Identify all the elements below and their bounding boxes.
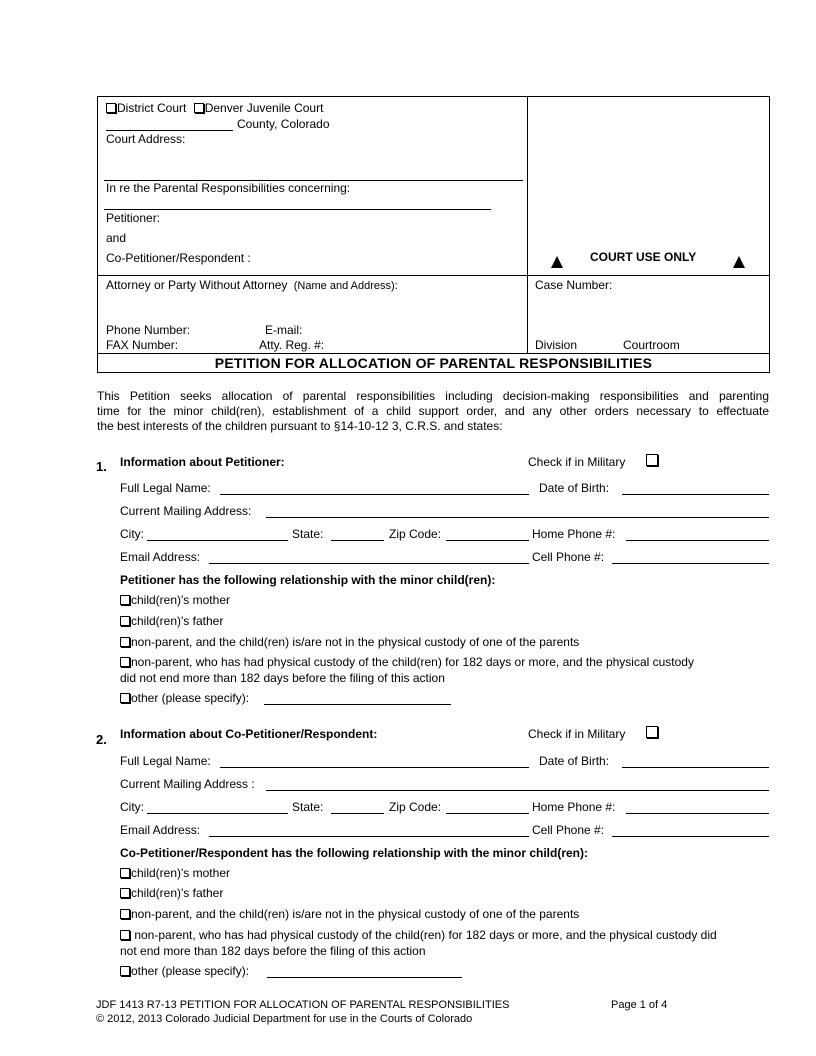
s2-zip-field[interactable] xyxy=(446,813,529,814)
co-petitioner-label: Co-Petitioner/Respondent : xyxy=(106,251,251,265)
case-number-label: Case Number: xyxy=(535,278,613,292)
s1-email-label: Email Address: xyxy=(120,550,201,564)
county-blank[interactable] xyxy=(106,130,233,131)
section1-heading: Information about Petitioner: xyxy=(120,455,285,469)
s2-mother-label: child(ren)'s mother xyxy=(131,866,230,880)
s2-nonparent2-continued: not end more than 182 days before the filing of this action xyxy=(120,944,426,958)
s1-state-field[interactable] xyxy=(331,540,384,541)
s2-nonparent2-label: non-parent, who has had physical custody of the child(ren) for 182 days or more, and the physical custody did xyxy=(131,928,717,942)
s1-other-checkbox[interactable] xyxy=(120,693,130,703)
s2-full-name-field[interactable] xyxy=(220,767,529,768)
s1-full-name-label: Full Legal Name: xyxy=(120,481,211,495)
s1-option-nonparent-2[interactable] xyxy=(120,655,694,669)
s1-cell-phone-label: Cell Phone #: xyxy=(532,550,605,564)
s2-option-nonparent-1[interactable] xyxy=(120,907,579,921)
s1-relationship-heading: Petitioner has the following relationship with the minor child(ren): xyxy=(120,573,496,587)
s2-zip-label: Zip Code: xyxy=(389,800,442,814)
atty-reg-label: Atty. Reg. #: xyxy=(259,338,325,352)
s1-email-field[interactable] xyxy=(209,563,529,564)
s2-father-checkbox[interactable] xyxy=(120,888,130,898)
and-label: and xyxy=(106,231,127,245)
s2-full-name-label: Full Legal Name: xyxy=(120,754,211,768)
district-court-label: District Court xyxy=(117,101,187,115)
fax-label: FAX Number: xyxy=(106,338,179,352)
s1-mailing-label: Current Mailing Address: xyxy=(120,504,252,518)
s1-other-label: other (please specify): xyxy=(131,691,250,705)
s1-full-name-field[interactable] xyxy=(220,494,529,495)
court-use-only-label: COURT USE ONLY xyxy=(590,250,697,264)
s1-mother-label: child(ren)'s mother xyxy=(131,593,230,607)
intro-line-2: time for the minor child(ren), establishment of a child support order, and any other orders necessary to effectuate xyxy=(97,404,769,418)
s2-relationship-heading: Co-Petitioner/Respondent has the following relationship with the minor child(ren): xyxy=(120,846,589,860)
attorney-row xyxy=(106,278,398,292)
s1-mother-checkbox[interactable] xyxy=(120,595,130,605)
document-title: PETITION FOR ALLOCATION OF PARENTAL RESPONSIBILITIES xyxy=(214,355,653,371)
triangle-left-icon xyxy=(551,256,563,268)
s2-cell-phone-label: Cell Phone #: xyxy=(532,823,605,837)
s1-option-father[interactable] xyxy=(120,614,223,628)
section1-military-checkbox[interactable] xyxy=(646,454,658,466)
s2-email-field[interactable] xyxy=(209,836,529,837)
s2-nonparent1-checkbox[interactable] xyxy=(120,909,130,919)
s1-nonparent2-continued: did not end more than 182 days before the filing of this action xyxy=(120,671,445,685)
s1-zip-field[interactable] xyxy=(446,540,529,541)
s1-state-label: State: xyxy=(292,527,324,541)
caption-divider-row2 xyxy=(97,353,770,354)
s1-other-field[interactable] xyxy=(264,704,451,705)
s1-father-checkbox[interactable] xyxy=(120,616,130,626)
section2-heading: Information about Co-Petitioner/Respondent: xyxy=(120,727,378,741)
intro-line-3: the best interests of the children pursuant to §14-10-12 3, C.R.S. and states: xyxy=(97,419,503,433)
footer-form-id: JDF 1413 R7-13 PETITION FOR ALLOCATION OF PARENTAL RESPONSIBILITIES xyxy=(96,999,510,1011)
s2-mailing-field[interactable] xyxy=(266,790,769,791)
section2-number: 2. xyxy=(96,732,107,747)
s1-zip-label: Zip Code: xyxy=(389,527,442,541)
s1-dob-field[interactable] xyxy=(622,494,769,495)
s2-option-nonparent-2[interactable] xyxy=(120,928,717,942)
district-court-checkbox[interactable] xyxy=(106,103,116,113)
s2-cell-phone-field[interactable] xyxy=(612,836,769,837)
s1-city-field[interactable] xyxy=(147,540,288,541)
s2-mailing-label: Current Mailing Address : xyxy=(120,777,255,791)
triangle-right-icon xyxy=(733,256,745,268)
petitioner-label: Petitioner: xyxy=(106,211,161,225)
s1-option-other[interactable] xyxy=(120,691,249,705)
in-re-blank[interactable] xyxy=(104,209,491,210)
caption-divider-row1 xyxy=(97,275,770,276)
section2-military-checkbox[interactable] xyxy=(646,726,658,738)
caption-divider-vertical xyxy=(527,96,528,353)
s2-dob-field[interactable] xyxy=(622,767,769,768)
in-re-label: In re the Parental Responsibilities concerning: xyxy=(106,181,351,195)
s1-mailing-field[interactable] xyxy=(266,517,769,518)
s1-nonparent1-label: non-parent, and the child(ren) is/are not in the physical custody of one of the parents xyxy=(131,635,580,649)
s2-dob-label: Date of Birth: xyxy=(539,754,610,768)
s2-nonparent1-label: non-parent, and the child(ren) is/are not in the physical custody of one of the parents xyxy=(131,907,580,921)
caption-box xyxy=(97,96,770,373)
s2-home-phone-field[interactable] xyxy=(626,813,769,814)
court-type-row xyxy=(106,101,323,115)
s2-other-field[interactable] xyxy=(267,977,462,978)
s1-option-nonparent-1[interactable] xyxy=(120,635,579,649)
s2-city-field[interactable] xyxy=(147,813,288,814)
attorney-label: Attorney or Party Without Attorney xyxy=(106,278,288,292)
attorney-note: (Name and Address): xyxy=(293,280,398,292)
denver-juvenile-checkbox[interactable] xyxy=(194,103,204,113)
division-label: Division xyxy=(535,338,578,352)
courtroom-label: Courtroom xyxy=(623,338,680,352)
s1-father-label: child(ren)'s father xyxy=(131,614,224,628)
s1-nonparent1-checkbox[interactable] xyxy=(120,637,130,647)
section2-military-label: Check if in Military xyxy=(528,727,626,741)
s1-cell-phone-field[interactable] xyxy=(612,563,769,564)
court-address-label: Court Address: xyxy=(106,132,186,146)
s2-nonparent2-checkbox[interactable] xyxy=(120,930,130,940)
phone-label: Phone Number: xyxy=(106,323,191,337)
s2-option-mother[interactable] xyxy=(120,866,230,880)
s1-nonparent2-label: non-parent, who has had physical custody of the child(ren) for 182 days or more, and the physical custody xyxy=(131,655,694,669)
s1-nonparent2-checkbox[interactable] xyxy=(120,657,130,667)
county-label: County, Colorado xyxy=(237,117,330,131)
s2-mother-checkbox[interactable] xyxy=(120,868,130,878)
email-label: E-mail: xyxy=(265,323,303,337)
s2-father-label: child(ren)'s father xyxy=(131,886,224,900)
s2-other-checkbox[interactable] xyxy=(120,966,130,976)
s2-city-label: City: xyxy=(120,800,144,814)
s2-option-other[interactable] xyxy=(120,964,249,978)
s1-dob-label: Date of Birth: xyxy=(539,481,610,495)
s1-home-phone-field[interactable] xyxy=(626,540,769,541)
section1-military-label: Check if in Military xyxy=(528,455,626,469)
denver-juvenile-label: Denver Juvenile Court xyxy=(204,101,324,115)
s2-email-label: Email Address: xyxy=(120,823,201,837)
s2-other-label: other (please specify): xyxy=(131,964,250,978)
s1-home-phone-label: Home Phone #: xyxy=(532,527,616,541)
footer-page-number: Page 1 of 4 xyxy=(611,999,668,1011)
intro-line-1: This Petition seeks allocation of parental responsibilities including decision-making responsibilities and parenting xyxy=(97,389,769,403)
footer-copyright: © 2012, 2013 Colorado Judicial Department for use in the Courts of Colorado xyxy=(96,1013,473,1025)
s1-option-mother[interactable] xyxy=(120,593,230,607)
section1-number: 1. xyxy=(96,459,107,474)
s2-state-label: State: xyxy=(292,800,324,814)
s1-city-label: City: xyxy=(120,527,144,541)
s2-option-father[interactable] xyxy=(120,886,223,900)
s2-home-phone-label: Home Phone #: xyxy=(532,800,616,814)
s2-state-field[interactable] xyxy=(331,813,384,814)
